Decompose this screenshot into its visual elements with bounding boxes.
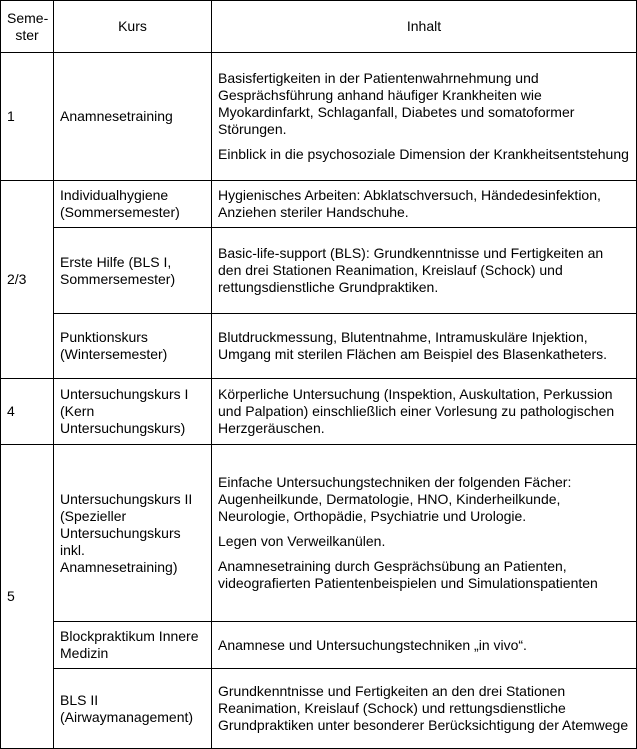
table-row — [1, 181, 637, 228]
table-row — [1, 445, 637, 622]
kurs-cell: Anamnesetraining — [54, 53, 212, 181]
header-semester-bottom: ster — [15, 26, 39, 43]
kurs-cell: Untersuchungskurs I (Kern Untersuchungskurs) — [54, 379, 212, 445]
inhalt-paragraph: Grundkenntnisse und Fertigkeiten an den drei Stationen Reanimation, Kreislauf (Schock) und rettungsdienstliche Grundpraktiken unter besonderer Berücksichtigung der Atemwege — [218, 683, 629, 733]
inhalt-cell — [212, 669, 637, 749]
kurs-cell: Blockpraktikum Innere Medizin — [54, 622, 212, 669]
inhalt-cell — [212, 622, 637, 669]
semester-cell: 2/3 — [1, 181, 54, 379]
inhalt-paragraph: Legen von Verweilkanülen. — [218, 533, 386, 549]
header-semester — [1, 1, 54, 53]
header-kurs: Kurs — [54, 1, 212, 53]
inhalt-cell — [212, 445, 637, 622]
kurs-cell: Erste Hilfe (BLS I, Sommersemester) — [54, 228, 212, 314]
kurs-cell: Punktionskurs (Wintersemester) — [54, 314, 212, 379]
inhalt-paragraph: Blutdruckmessung, Blutentnahme, Intramuskuläre Injektion, Umgang mit sterilen Flächen am Beispiel des Blasenkatheters. — [218, 329, 608, 362]
header-inhalt: Inhalt — [212, 1, 637, 53]
inhalt-paragraph: Körperliche Untersuchung (Inspektion, Auskultation, Perkussion und Palpation) einschließlich einer Vorlesung zu pathologischen Herzgeräuschen. — [218, 386, 615, 436]
inhalt-paragraph: Einfache Untersuchungstechniken der folgenden Fächer: Augenheilkunde, Dermatologie, HNO, Kinderheilkunde, Neurologie, Orthopädie, Psychiatrie und Urologie. — [218, 474, 572, 524]
table-row — [1, 669, 637, 749]
inhalt-cell — [212, 53, 637, 181]
inhalt-cell — [212, 181, 637, 228]
inhalt-paragraph: Hygienisches Arbeiten: Abklatschversuch, Händedesinfektion, Anziehen steriler Handschuhe. — [218, 187, 601, 220]
semester-cell: 5 — [1, 445, 54, 749]
inhalt-paragraph: Basisfertigkeiten in der Patientenwahrnehmung und Gesprächsführung anhand häufiger Krankheiten wie Myokardinfarkt, Schlaganfall, Diabetes und somatoformer Störungen. — [218, 70, 575, 137]
inhalt-cell — [212, 379, 637, 445]
kurs-cell: Individualhygiene (Sommersemester) — [54, 181, 212, 228]
inhalt-paragraph: Anamnesetraining durch Gesprächsübung an Patienten, videografierten Patientenbeispielen und Simulationspatienten — [218, 558, 598, 591]
semester-cell: 4 — [1, 379, 54, 445]
header-row — [1, 1, 637, 53]
semester-cell: 1 — [1, 53, 54, 181]
table-body — [1, 53, 637, 749]
table-row — [1, 53, 637, 181]
inhalt-paragraph: Anamnese und Untersuchungstechniken „in vivo“. — [218, 636, 527, 653]
table-row — [1, 228, 637, 314]
table-row — [1, 379, 637, 445]
inhalt-cell — [212, 314, 637, 379]
table-row — [1, 314, 637, 379]
inhalt-paragraph: Einblick in die psychosoziale Dimension der Krankheitsentstehung — [218, 146, 629, 162]
kurs-cell: BLS II (Airwaymanagement) — [54, 669, 212, 749]
inhalt-paragraph: Basic-life-support (BLS): Grundkenntnisse und Fertigkeiten an den drei Stationen Reanimation, Kreislauf (Schock) und rettungsdienstliche Grundpraktiken. — [218, 245, 604, 295]
kurs-cell: Untersuchungskurs II (Spezieller Untersuchungskurs inkl. Anamnesetraining) — [54, 445, 212, 622]
inhalt-cell — [212, 228, 637, 314]
table-row — [1, 622, 637, 669]
header-semester-top: Seme- — [7, 9, 49, 26]
